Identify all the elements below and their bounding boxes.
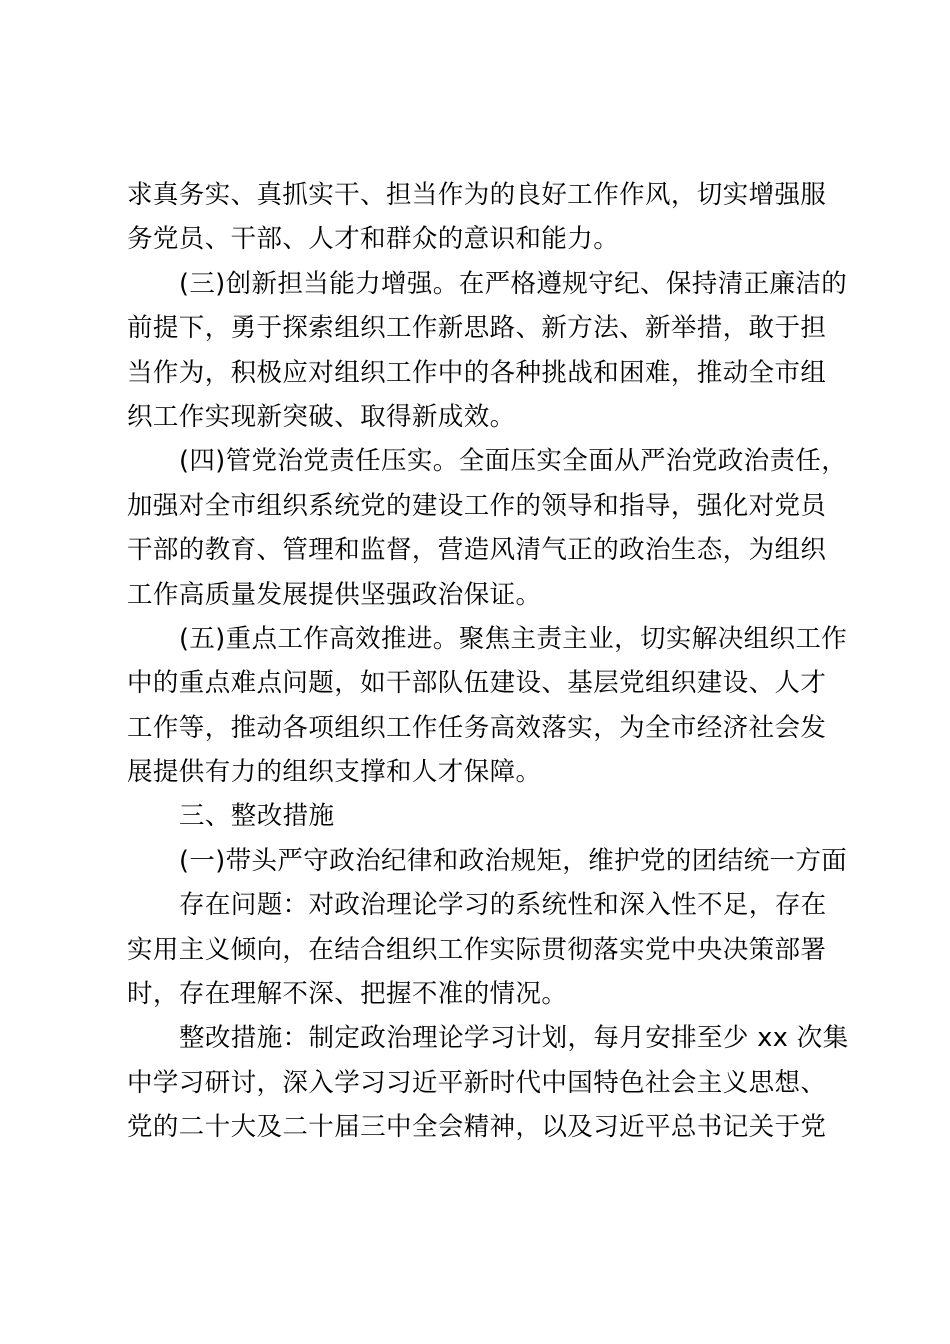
text-line: 工作高质量发展提供坚强政治保证。 xyxy=(127,579,542,610)
text-line: 加强对全市组织系统党的建设工作的领导和指导，强化对党员 xyxy=(127,490,827,521)
text-line: (三)创新担当能力增强。在严格遵规守纪、保持清正廉洁的 xyxy=(179,268,848,299)
text-line: 整改措施：制定政治理论学习计划，每月安排至少 xx 次集 xyxy=(179,1023,849,1054)
text-line: 中学习研讨，深入学习习近平新时代中国特色社会主义思想、 xyxy=(127,1067,827,1098)
text-line: 织工作实现新突破、取得新成效。 xyxy=(127,401,516,432)
text-line: 展提供有力的组织支撑和人才保障。 xyxy=(127,757,542,788)
text-line: 存在问题：对政治理论学习的系统性和深入性不足，存在 xyxy=(179,890,827,921)
text-line: 当作为，积极应对组织工作中的各种挑战和困难，推动全市组 xyxy=(127,357,827,388)
subsection-heading: (一)带头严守政治纪律和政治规矩，维护党的团结统一方面 xyxy=(179,845,848,876)
text-line: 党的二十大及二十届三中全会精神，以及习近平总书记关于党 xyxy=(127,1112,827,1143)
text-line: 干部的教育、管理和监督，营造风清气正的政治生态，为组织 xyxy=(127,535,827,566)
text-line: (五)重点工作高效推进。聚焦主责主业，切实解决组织工作 xyxy=(179,623,848,654)
text-line: 实用主义倾向，在结合组织工作实际贯彻落实党中央决策部署 xyxy=(127,934,827,965)
document-body xyxy=(127,173,847,1150)
text-line: 时，存在理解不深、把握不准的情况。 xyxy=(127,979,568,1010)
text-line: 求真务实、真抓实干、担当作为的良好工作作风，切实增强服 xyxy=(127,180,827,210)
text-line: 务党员、干部、人才和群众的意识和能力。 xyxy=(127,224,620,255)
text-line: 中的重点难点问题，如干部队伍建设、基层党组织建设、人才 xyxy=(127,668,827,699)
text-line: 工作等，推动各项组织工作任务高效落实，为全市经济社会发 xyxy=(127,712,827,743)
section-heading: 三、整改措施 xyxy=(179,801,335,832)
text-line: 前提下，勇于探索组织工作新思路、新方法、新举措，敢于担 xyxy=(127,313,827,344)
text-line: (四)管党治党责任压实。全面压实全面从严治党政治责任， xyxy=(179,446,848,477)
